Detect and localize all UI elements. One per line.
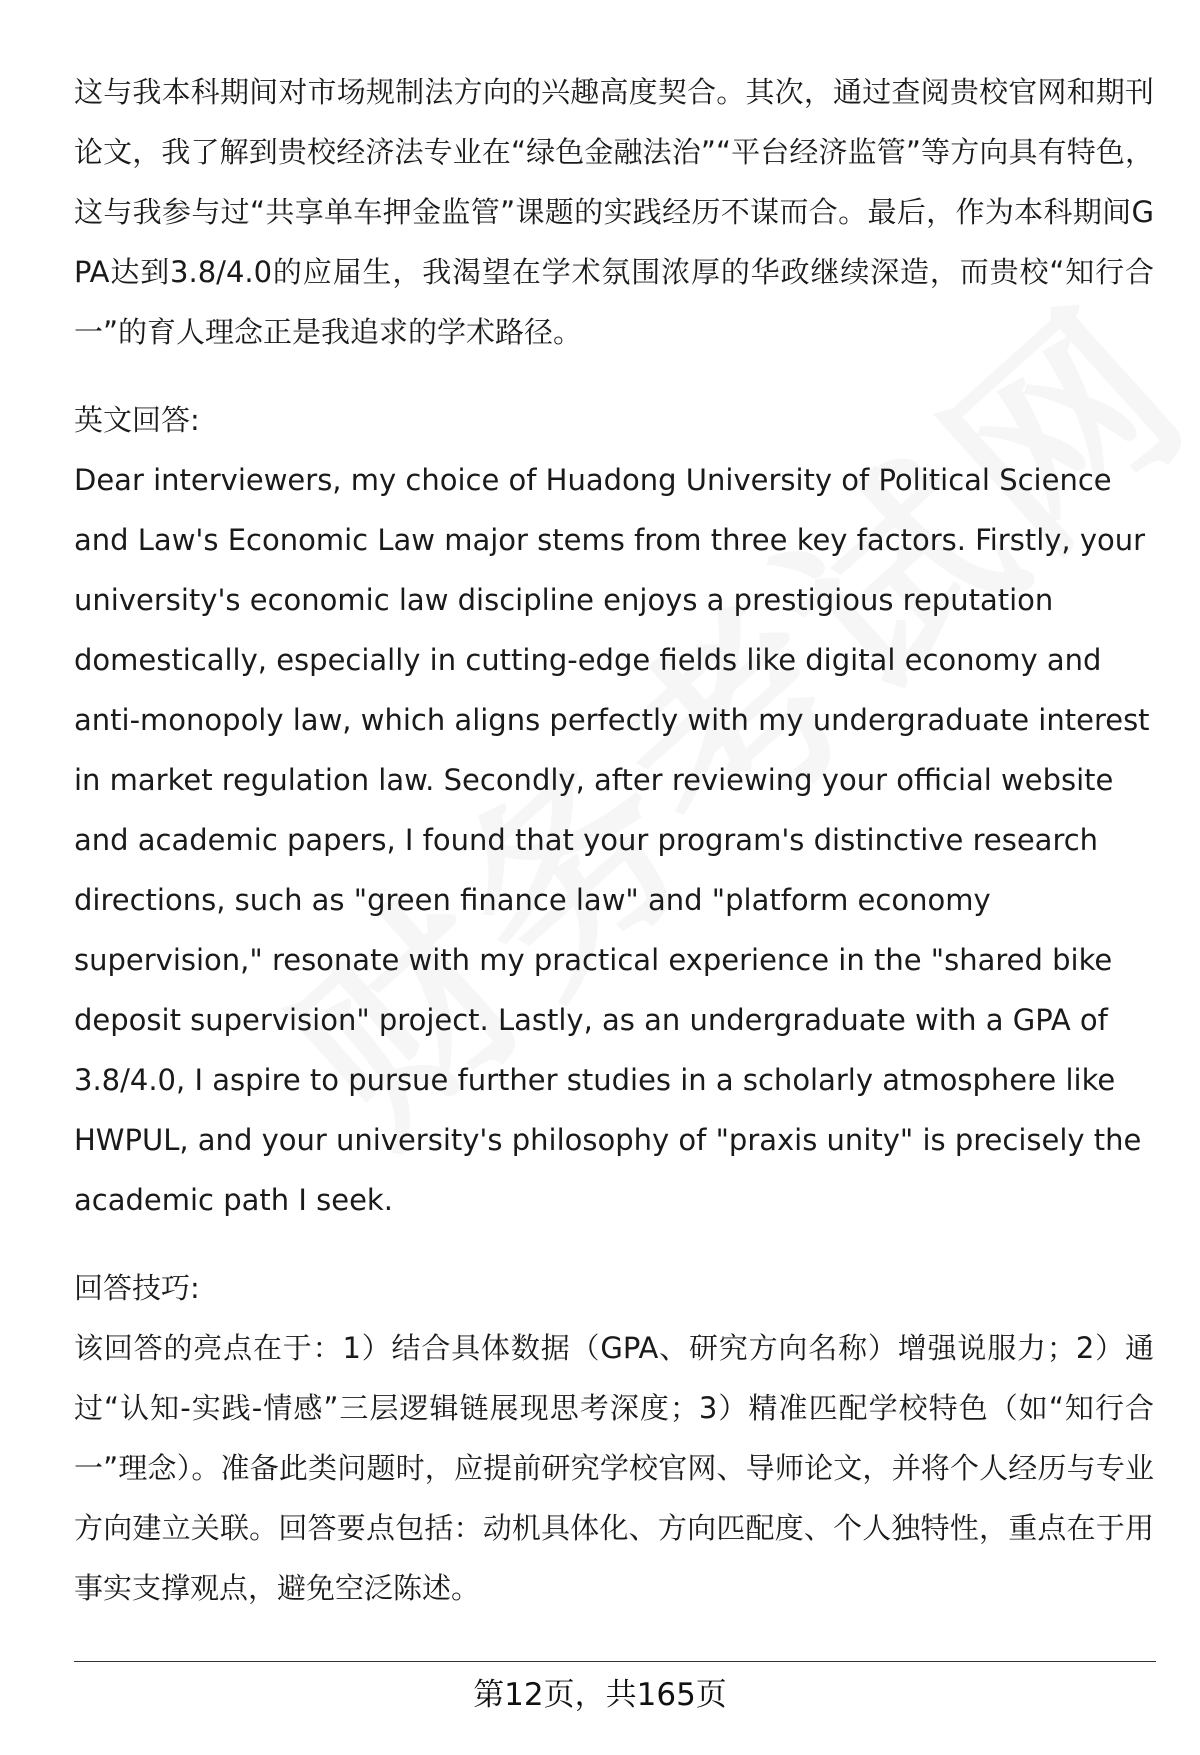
intro-paragraph: 这与我本科期间对市场规制法方向的兴趣高度契合。其次，通过查阅贵校官网和期刊论文，我了解到贵校经济法专业在“绿色金融法治”“平台经济监管”等方向具有特色，这与我参与过“共享单车押金监管”课题的实践经历不谋而合。最后，作为本科期间GPA达到3.8/4.0的应届生，我渴望在学术氛围浓厚的华政继续深造，而贵校“知行合一”的育人理念正是我追求的学术路径。: [74, 75, 1154, 349]
english-answer-heading: 英文回答:: [74, 403, 200, 437]
spacer: [74, 362, 1154, 390]
footer-divider: [74, 1661, 1156, 1662]
tips-heading: 回答技巧:: [74, 1271, 200, 1305]
tips-paragraph: 该回答的亮点在于：1）结合具体数据（GPA、研究方向名称）增强说服力；2）通过“认知-实践-情感”三层逻辑链展现思考深度；3）精准匹配学校特色（如“知行合一”理念）。准备此类问题时，应提前研究学校官网、导师论文，并将个人经历与专业方向建立关联。回答要点包括：动机具体化、方向匹配度、个人独特性，重点在于用事实支撑观点，避免空泛陈述。: [74, 1331, 1154, 1605]
document-body: [74, 62, 1154, 1618]
spacer: [74, 1230, 1154, 1258]
page-number: 第12页，共165页: [473, 1677, 727, 1713]
english-answer-paragraph: Dear interviewers, my choice of Huadong University of Political Science and Law's Economic Law major stems from three key factors. Firstly, your university's economic law discipline enjoys a prestigious reputation domestically, especially in cutting-edge fields like digital economy and anti-monopoly law, which aligns perfectly with my undergraduate interest in market regulation law. Secondly, after reviewing your official website and academic papers, I found that your program's distinctive research directions, such as "green finance law" and "platform economy supervision," resonate with my practical experience in the "shared bike deposit supervision" project. Lastly, as an undergraduate with a GPA of 3.8/4.0, I aspire to pursue further studies in a scholarly atmosphere like HWPUL, and your university's philosophy of "praxis unity" is precisely the academic path I seek.: [74, 463, 1150, 1217]
